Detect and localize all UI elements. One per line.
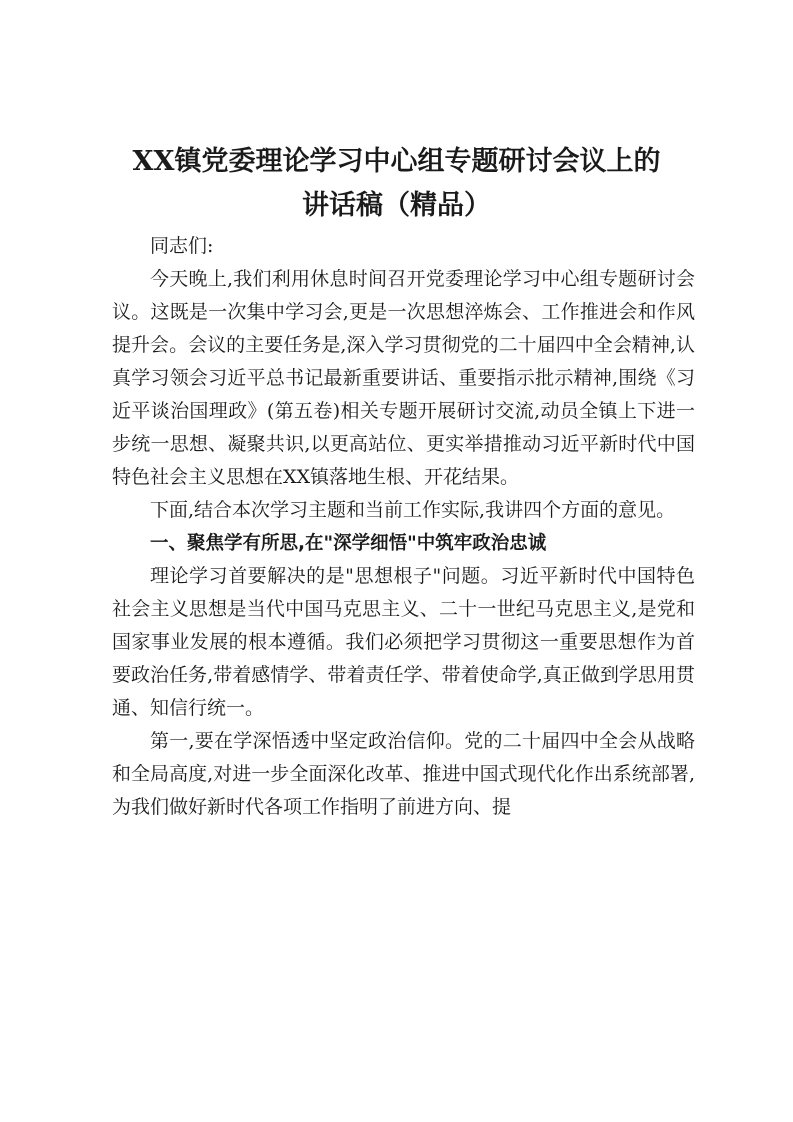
title-line-1: XX镇党委理论学习中心组专题研讨会议上的: [132, 146, 661, 177]
salutation: 同志们:: [150, 235, 214, 257]
paragraph-section1-a: 理论学习首要解决的是"思想根子"问题。习近平新时代中国特色社会主义思想是当代中国马克思主义、二十一世纪马克思主义,是党和国家事业发展的根本遵循。我们必须把学习贯彻这一重要思想作为首要政治任务,带着感情学、带着责任学、带着使命学,真正做到学思用贯通、知信行统一。: [112, 565, 695, 719]
title-line-2: 讲话稿（精品）: [302, 190, 491, 221]
document-body: [112, 230, 695, 824]
paragraph-outline: 下面,结合本次学习主题和当前工作实际,我讲四个方面的意见。: [150, 499, 676, 521]
document-title: [100, 140, 693, 228]
paragraph-section1-b: 第一,要在学深悟透中坚定政治信仰。党的二十届四中全会从战略和全局高度,对进一步全面深化改革、推进中国式现代化作出系统部署,为我们做好新时代各项工作指明了前进方向、提: [112, 730, 695, 818]
paragraph-intro: 今天晚上,我们利用休息时间召开党委理论学习中心组专题研讨会议。这既是一次集中学习会,更是一次思想淬炼会、工作推进会和作风提升会。会议的主要任务是,深入学习贯彻党的二十届四中全会精神,认真学习领会习近平总书记最新重要讲话、重要指示批示精神,围绕《习近平谈治国理政》(第五卷)相关专题开展研讨交流,动员全镇上下进一步统一思想、凝聚共识,以更高站位、更实举措推动习近平新时代中国特色社会主义思想在XX镇落地生根、开花结果。: [112, 268, 695, 488]
section-heading-1: 一、聚焦学有所思,在"深学细悟"中筑牢政治忠诚: [150, 533, 547, 554]
